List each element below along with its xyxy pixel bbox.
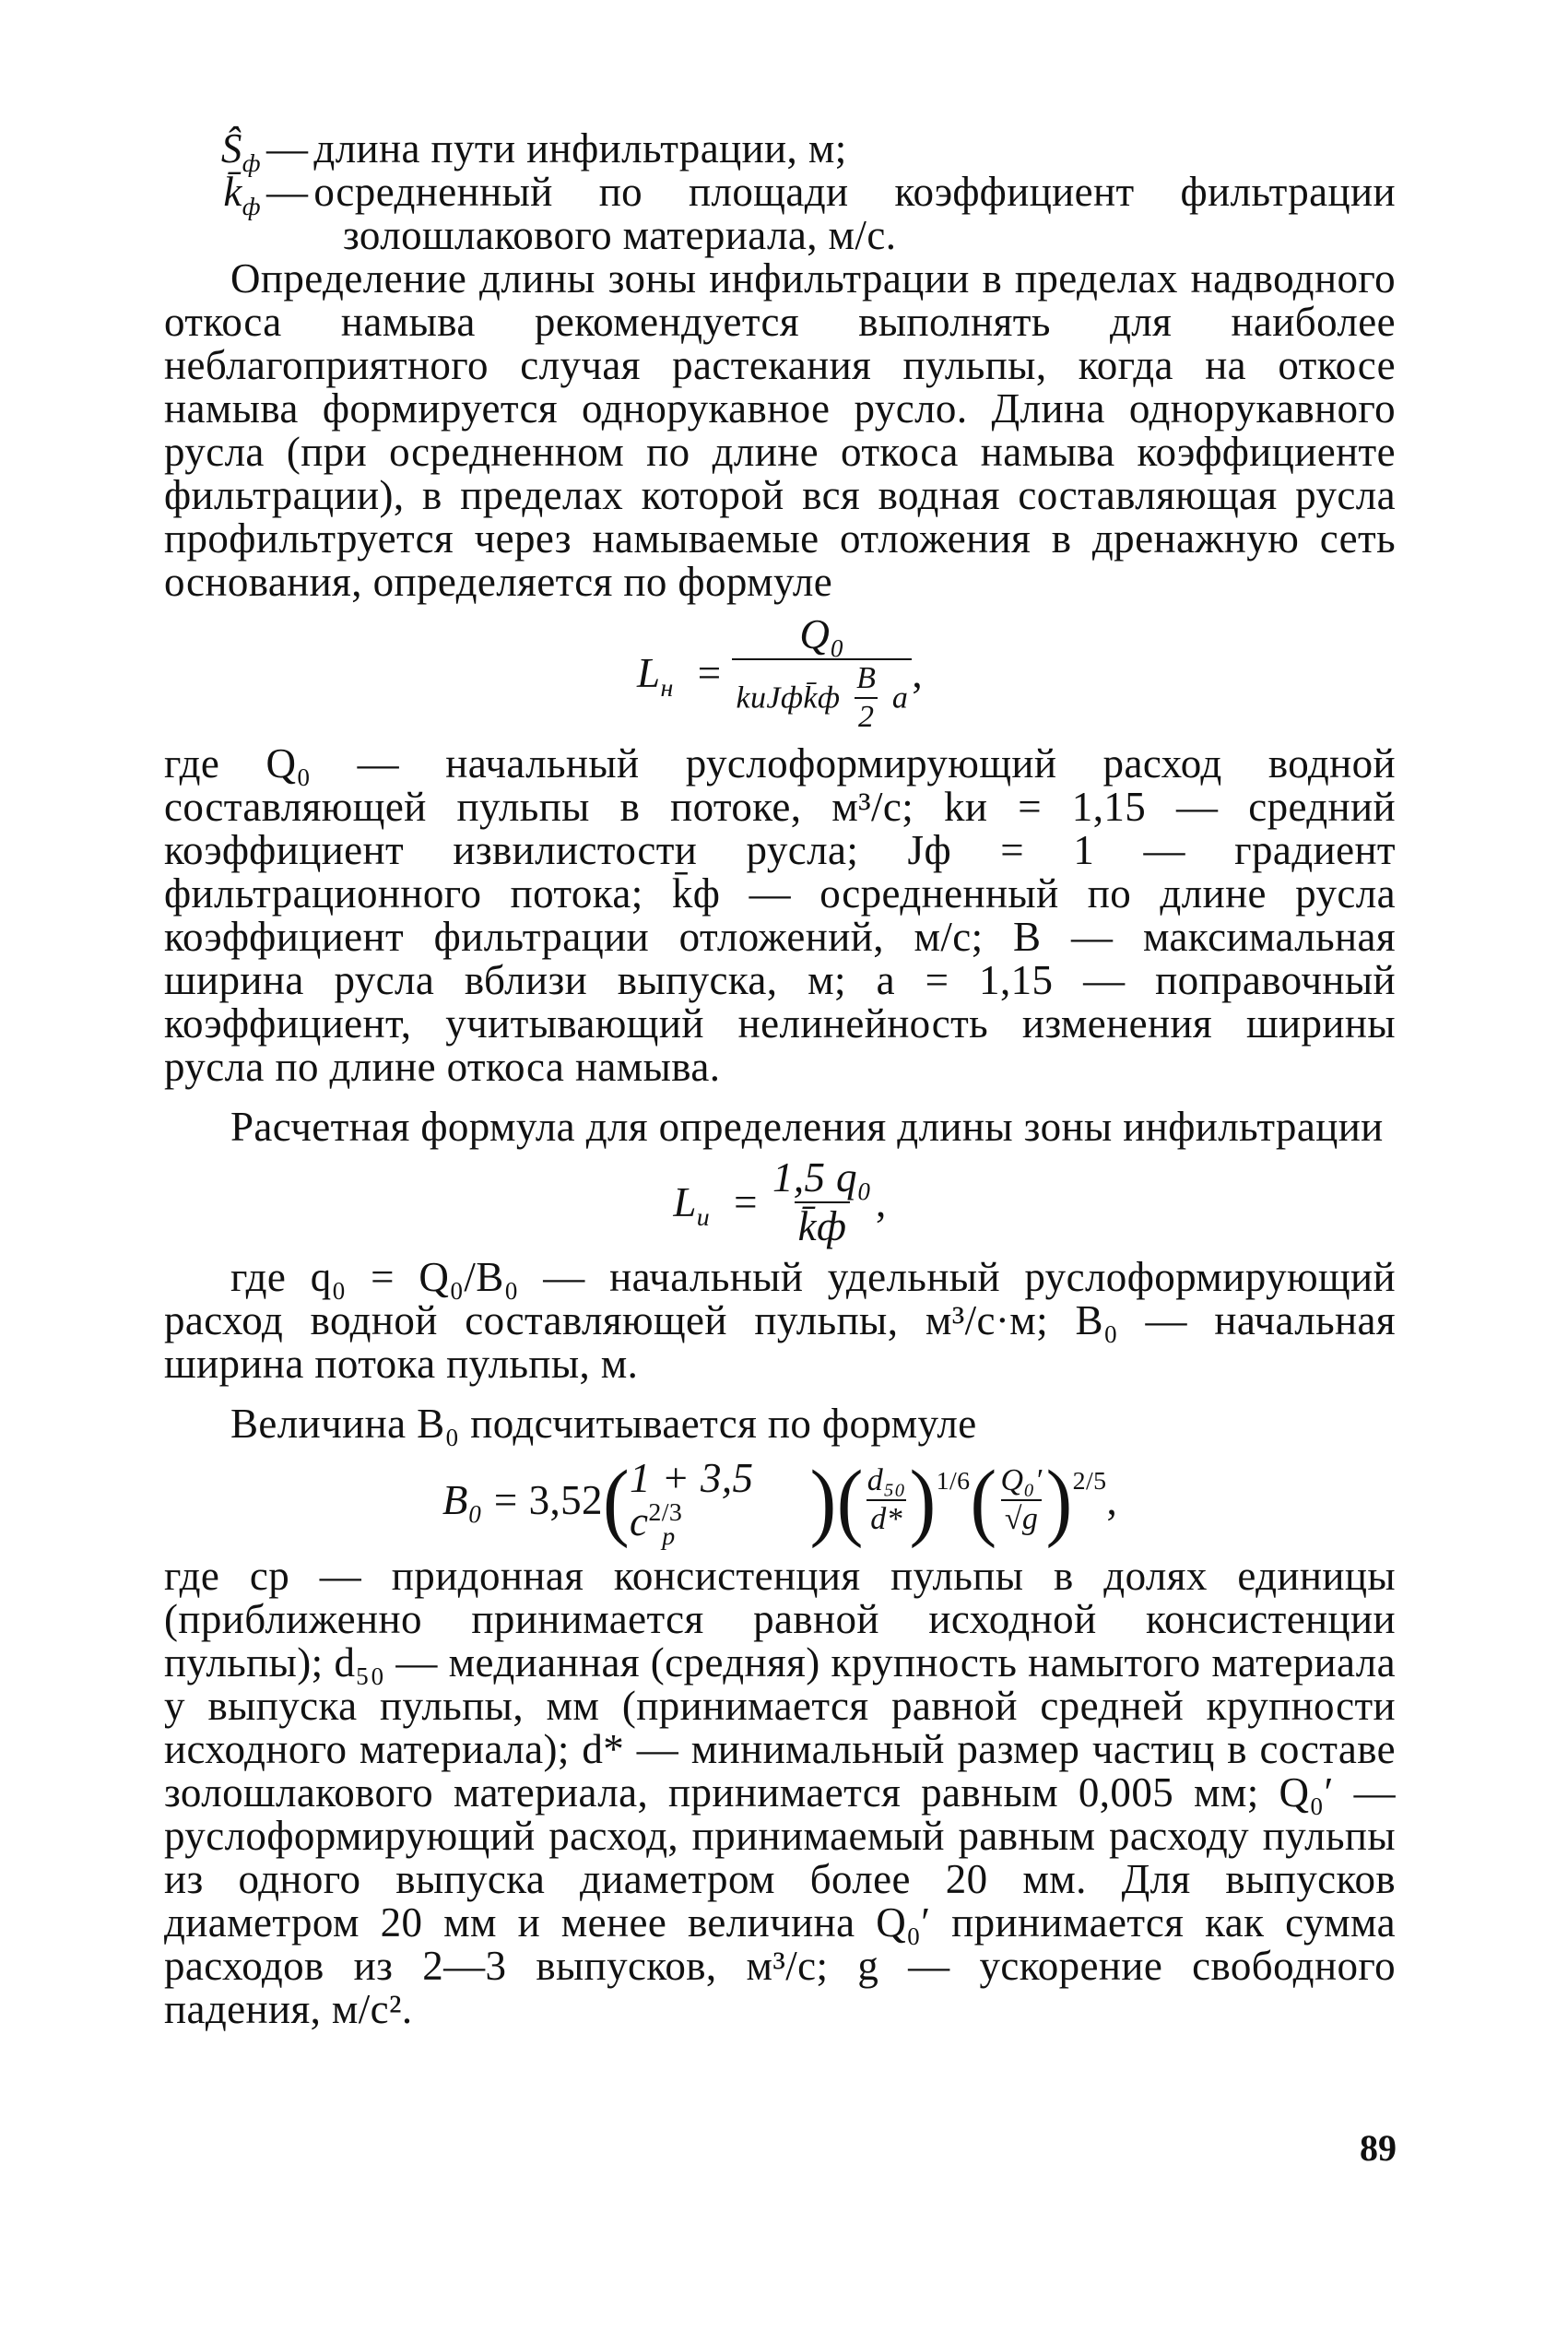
formula-lhs: $L_н$ bbox=[637, 649, 674, 703]
formula-lhs: B₀ bbox=[442, 1476, 483, 1523]
page-body bbox=[164, 127, 1396, 2031]
paragraph: где q₀ = Q₀/B₀ — начальный удельный руслоформирующий расход водной составляющей пульпы, м³/с·м; B₀ — начальная ширина потока пульпы, м. bbox=[164, 1254, 1396, 1387]
formula-inner: 1 + 3,5 $c^{2/3}_p$ bbox=[630, 1455, 754, 1551]
formula-denominator: kиJфk̄ф $\frac{B}{2}$ a bbox=[732, 658, 912, 734]
formula-fraction: $\frac{\text{Q₀′}}{√g}$ bbox=[1000, 1463, 1043, 1536]
formula-denominator: k̄ф bbox=[795, 1201, 851, 1248]
page-number: 89 bbox=[1360, 2127, 1397, 2169]
formula-numerator: Q₀ bbox=[799, 610, 845, 657]
definitions-list bbox=[164, 127, 1396, 257]
formula-lhs: $L_и$ bbox=[673, 1178, 711, 1232]
formula-fraction bbox=[732, 610, 912, 734]
formula-fraction bbox=[769, 1156, 876, 1248]
paragraph: где Q₀ — начальный руслоформирующий расход водной составляющей пульпы в потоке, м³/с; kи = 1,15 — средний коэффициент извилистости русла; Jф = 1 — градиент фильтрационного потока; k̄ф — осредненный по длине русла коэффициент фильтрации отложений, м/с; B — максимальная ширина русла вблизи выпуска, м; a = 1,15 — поправочный коэффициент, учитывающий нелинейность изменения ширины русла по длине откоса намыва. bbox=[164, 740, 1396, 1090]
formula-infiltration-zone: $L_и$ = $\frac{\text{1,5 q₀}}{k̄ф}$ , bbox=[673, 1154, 887, 1249]
formula-infiltration-length: $L_н$ = Q₀ kиJфk̄ф $\frac{B}{2}$ a , bbox=[637, 610, 923, 734]
definition-item: $Ŝ_ф$ — длина пути инфильтрации, м; bbox=[164, 127, 1396, 171]
paragraph: Определение длины зоны инфильтрации в пределах надводного откоса намыва рекомендуется выполнять для наиболее неблагоприятного случая растекания пульпы, когда на откосе намыва формируется однорукавное русло. Длина однорукавного русла (при осредненном по длине откоса намыва коэффициенте фильтрации), в пределах которой вся водная составляющая русла профильтруется через намываемые отложения в дренажную сеть основания, определяется по формуле bbox=[164, 255, 1396, 605]
formula-numerator: 1,5 q₀ bbox=[772, 1154, 872, 1201]
formula-flow-width: B₀ = 3,52 ( 1 + 3,5 $c^{2/3}_p$ ) ( $\frac{\text{d₅₀}}{d*}$ ) 1/6 ( $\frac{\text{Q₀′}}{√g}$ ) 2/5 , bbox=[442, 1451, 1118, 1551]
formula-fraction: $\frac{\text{d₅₀}}{d*}$ bbox=[867, 1463, 906, 1536]
definition-continuation: золошлакового материала, м/с. bbox=[343, 212, 897, 258]
formula-coefficient: 3,52 bbox=[528, 1476, 603, 1523]
definition-symbol: $k̄_ф$ bbox=[223, 169, 261, 221]
definition-item: $k̄_ф$ — осредненный по площади коэффициент фильтрации bbox=[164, 171, 1396, 214]
paragraph: Расчетная формула для определения длины зоны инфильтрации bbox=[230, 1104, 1384, 1150]
definition-text: осредненный по площади коэффициент фильтрации bbox=[313, 169, 1396, 215]
definition-text: длина пути инфильтрации, м; bbox=[313, 125, 847, 172]
definition-symbol: $Ŝ_ф$ bbox=[220, 125, 261, 178]
paragraph: Величина B₀ подсчитывается по формуле bbox=[230, 1401, 977, 1447]
paragraph: где cp — придонная консистенция пульпы в долях единицы (приближенно принимается равной исходной консистенции пульпы); d₅₀ — медианная (средняя) крупность намытого материала у выпуска пульпы, мм (принимается равной средней крупности исходного материала); d* — минимальный размер частиц в составе золошлакового материала, принимается равным 0,005 мм; Q₀′ — руслоформирующий расход, принимаемый равным расходу пульпы из одного выпуска диаметром более 20 мм. Для выпусков диаметром 20 мм и менее величина Q₀′ принимается как сумма расходов из 2—3 выпусков, м³/с; g — ускорение свободного падения, м/с². bbox=[164, 1553, 1396, 2032]
